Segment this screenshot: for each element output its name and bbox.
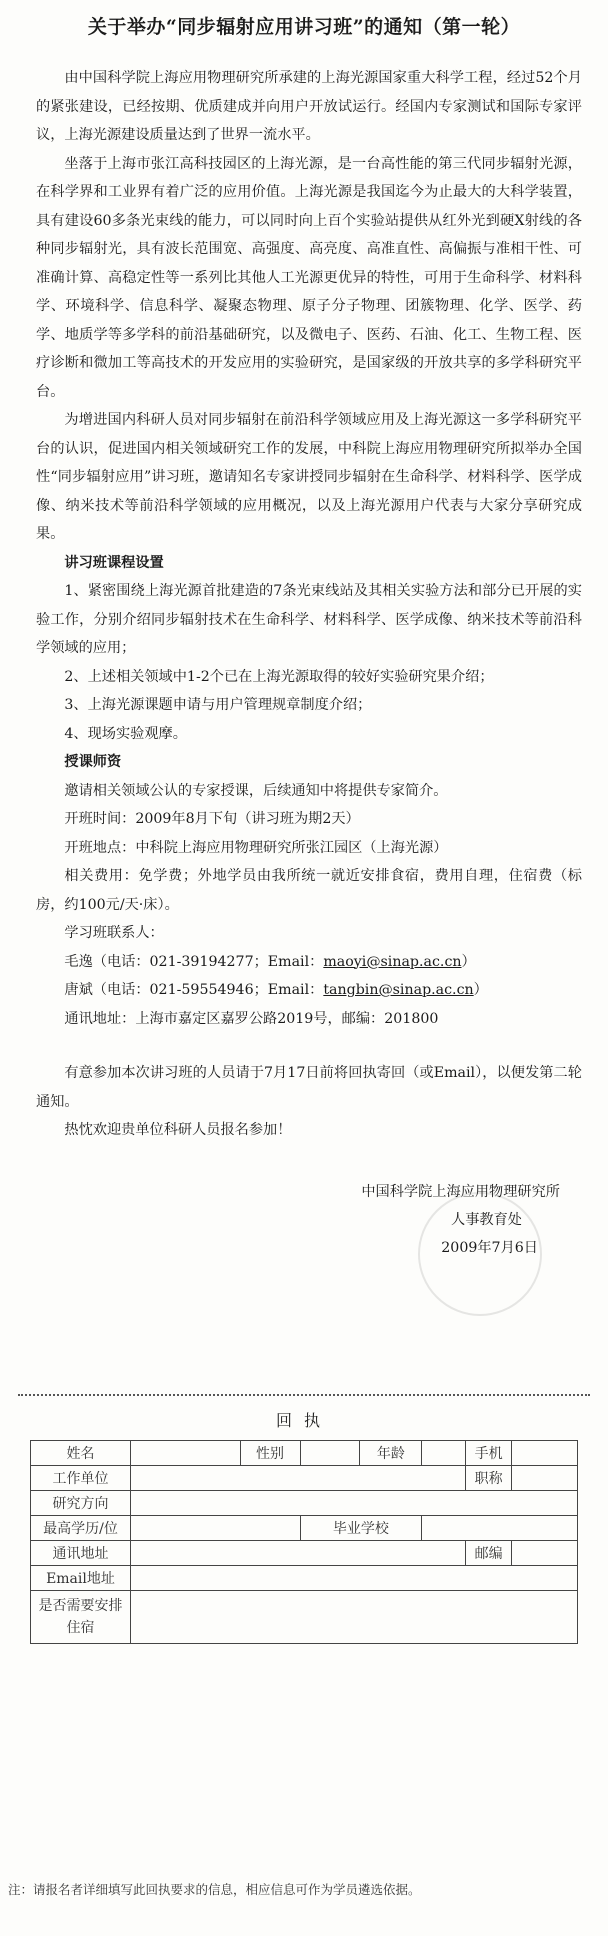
email-label: Email地址 (31, 1566, 131, 1591)
course-item: 1、紧密围绕上海光源首批建造的7条光束线站及其相关实验方法和部分已开展的实验工作，分别介绍同步辐射技术在生命科学、材料科学、医学成像、纳米技术等前沿科学领域的应用； (36, 583, 582, 656)
registration-form (30, 1440, 578, 1644)
age-field[interactable] (422, 1441, 466, 1466)
class-time: 开班时间：2009年8月下旬（讲习班为期2天） (64, 811, 360, 827)
signature-dept: 人事教育处 (451, 1212, 522, 1228)
name-label: 姓名 (31, 1441, 131, 1466)
workplace-label: 工作单位 (31, 1466, 131, 1491)
postcode-label: 邮编 (466, 1541, 512, 1566)
course-item: 2、上述相关领域中1-2个已在上海光源取得的较好实验研究果介绍； (64, 668, 494, 685)
receipt-title: 回执 (275, 1411, 332, 1430)
school-label: 毕业学校 (300, 1516, 422, 1541)
contact-tangbin (36, 976, 582, 1005)
age-label: 年龄 (360, 1441, 422, 1466)
contact-maoyi-close: ） (461, 953, 476, 970)
mailing-address: 通讯地址：上海市嘉定区嘉罗公路2019号，邮编：201800 (64, 1010, 439, 1027)
purpose-paragraph: 为增进国内科研人员对同步辐射在前沿科学领域应用及上海光源这一多学科研究平台的认识，促进国内相关领域研究工作的发展，中科院上海应用物理研究所拟举办全国性“同步辐射应用”讲习班，邀请知名专家讲授同步辐射在生命科学、材料科学、医学成像、纳米技术等前沿科学领域的应用概况，以及上海光源用户代表与大家分享研究成果。 (36, 412, 582, 542)
lodging-field[interactable] (130, 1591, 577, 1644)
signature-block (361, 1178, 560, 1262)
job-title-field[interactable] (512, 1466, 578, 1491)
notice-title: 关于举办“同步辐射应用讲习班”的通知（第一轮） (87, 16, 521, 38)
phone-field[interactable] (512, 1441, 578, 1466)
class-fee: 相关费用：免学费；外地学员由我所统一就近安排食宿，费用自理，住宿费（标房，约100元/天·床）。 (36, 868, 582, 913)
workplace-field[interactable] (130, 1466, 465, 1491)
phone-label: 手机 (466, 1441, 512, 1466)
email-link-maoyi[interactable]: maoyi@sinap.ac.cn (323, 953, 462, 970)
name-field[interactable] (130, 1441, 240, 1466)
research-label: 研究方向 (31, 1491, 131, 1516)
class-place: 开班地点：中科院上海应用物理研究所张江园区（上海光源） (64, 839, 448, 856)
intro-paragraph: 由中国科学院上海应用物理研究所承建的上海光源国家重大科学工程，经过52个月的紧张建设，已经按期、优质建成并向用户开放试运行。经国内专家测试和国际专家评议，上海光源建设质量达到了世界一流水平。 (36, 70, 582, 143)
contact-tangbin-phone: 唐斌（电话：021-59554946；Email： (64, 982, 324, 998)
degree-label: 最高学历/位 (31, 1516, 131, 1541)
welcome-line: 热忱欢迎贵单位科研人员报名参加！ (64, 1122, 292, 1138)
contact-heading: 学习班联系人： (64, 925, 164, 941)
address-label: 通讯地址 (31, 1541, 131, 1566)
postcode-field[interactable] (512, 1541, 578, 1566)
lodging-label: 是否需要安排住宿 (31, 1591, 131, 1644)
cut-line-divider (18, 1394, 590, 1396)
contact-maoyi-phone: 毛逸（电话：021-39194277；Email： (64, 953, 324, 970)
address-field[interactable] (130, 1541, 465, 1566)
contact-maoyi (36, 948, 582, 977)
faculty-heading: 授课师资 (64, 754, 122, 770)
school-field[interactable] (422, 1516, 578, 1541)
faculty-text: 邀请相关领域公认的专家授课，后续通知中将提供专家简介。 (64, 782, 448, 799)
signature-org: 中国科学院上海应用物理研究所 (361, 1184, 560, 1200)
gender-field[interactable] (300, 1441, 360, 1466)
gender-label: 性别 (240, 1441, 300, 1466)
email-field[interactable] (130, 1566, 577, 1591)
course-heading: 讲习班课程设置 (64, 554, 164, 571)
research-field[interactable] (130, 1491, 577, 1516)
email-link-tangbin[interactable]: tangbin@sinap.ac.cn (323, 982, 474, 998)
receipt-note: 注：请报名者详细填写此回执要求的信息，相应信息可作为学员遴选依据。 (8, 1882, 421, 1897)
contact-tangbin-close: ） (473, 982, 488, 998)
degree-field[interactable] (130, 1516, 300, 1541)
reply-deadline: 有意参加本次讲习班的人员请于7月17日前将回执寄回（或Email），以便发第二轮通知。 (36, 1065, 582, 1110)
course-item: 3、上海光源课题申请与用户管理规章制度介绍； (64, 697, 372, 713)
job-title-label: 职称 (466, 1466, 512, 1491)
course-item: 4、现场实验观摩。 (64, 725, 187, 742)
signature-date: 2009年7月6日 (441, 1240, 538, 1256)
ssrf-description-paragraph: 坐落于上海市张江高科技园区的上海光源，是一台高性能的第三代同步辐射光源，在科学界和工业界有着广泛的应用价值。上海光源是我国迄今为止最大的大科学装置，具有建设60多条光束线的能力，可以同时向上百个实验站提供从红外光到硬X射线的各种同步辐射光，具有波长范围宽、高强度、高亮度、高准直性、高偏振与准相干性、可准确计算、高稳定性等一系列比其他人工光源更优异的特性，可用于生命科学、材料科学、环境科学、信息科学、凝聚态物理、原子分子物理、团簇物理、化学、医学、药学、地质学等多学科的前沿基础研究，以及微电子、医药、石油、化工、生物工程、医疗诊断和微加工等高技术的开发应用的实验研究，是国家级的开放共享的多学科研究平台。 (36, 155, 582, 400)
notice-body (36, 64, 582, 1145)
